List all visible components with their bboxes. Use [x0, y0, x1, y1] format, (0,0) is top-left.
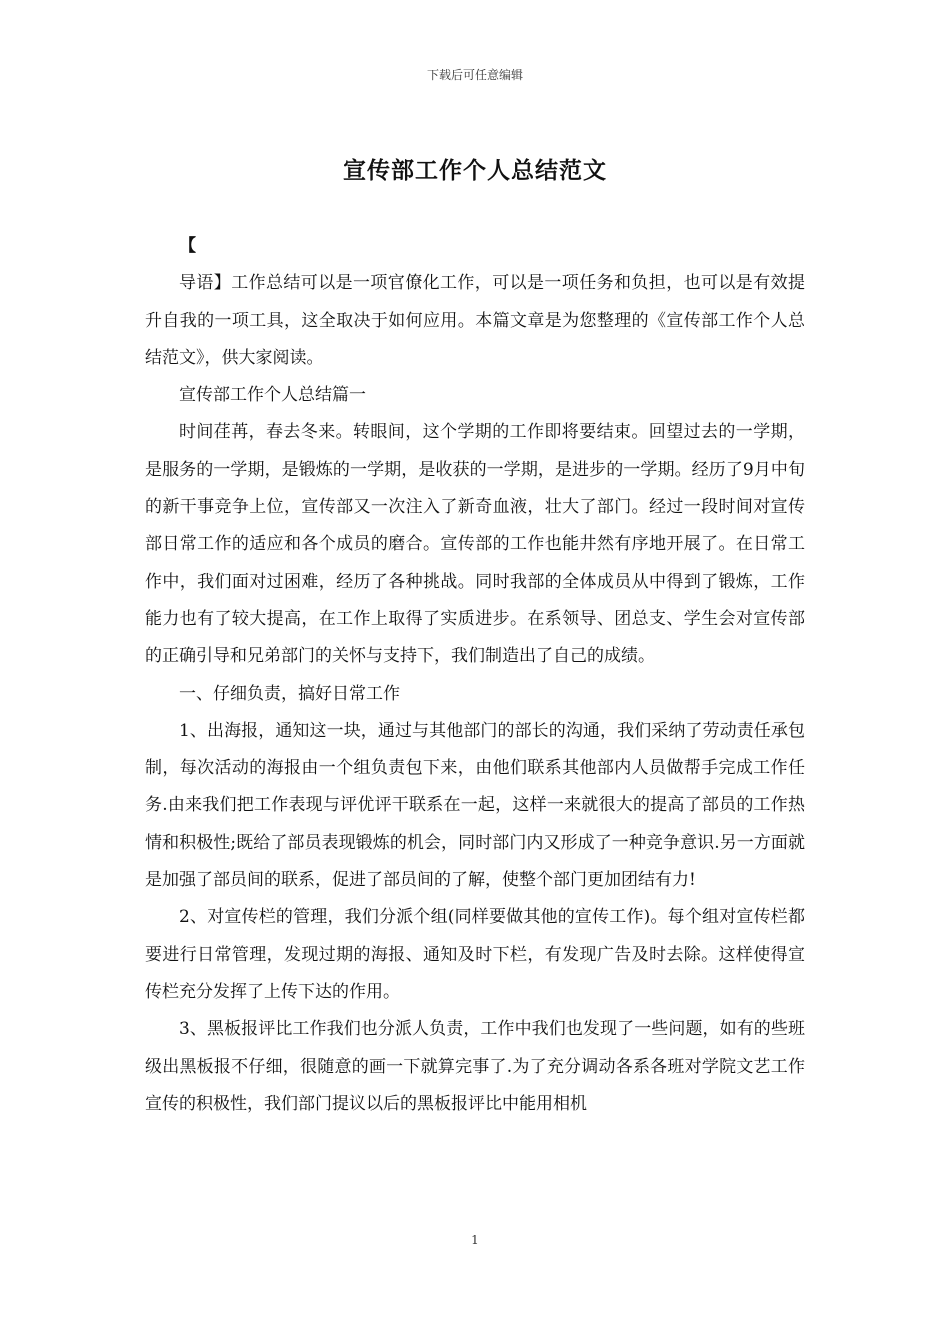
paragraph: 1、出海报，通知这一块，通过与其他部门的部长的沟通，我们采纳了劳动责任承包制，每次活动的海报由一个组负责包下来，由他们联系其他部内人员做帮手完成工作任务.由来我们把工作表现与评优评干联系在一起，这样一来就很大的提高了部员的工作热情和积极性;既给了部员表现锻炼的机会，同时部门内又形成了一种竞争意识.另一方面就是加强了部员间的联系，促进了部员间的了解，使整个部门更加团结有力! — [145, 720, 805, 891]
paragraph: 2、对宣传栏的管理，我们分派个组(同样要做其他的宣传工作)。每个组对宣传栏都要进行日常管理，发现过期的海报、通知及时下栏，有发现广告及时去除。这样使得宣传栏充分发挥了上传下达的作用。 — [145, 907, 805, 1002]
paragraph-opening-bracket: 【 — [179, 236, 196, 256]
section-heading: 宣传部工作个人总结篇一 — [179, 385, 366, 406]
page-number: 1 — [471, 1233, 479, 1247]
document-body — [145, 228, 805, 1123]
paragraph: 时间荏苒，春去冬来。转眼间，这个学期的工作即将要结束。回望过去的一学期，是服务的一学期，是锻炼的一学期，是收获的一学期，是进步的一学期。经历了9月中旬的新干事竞争上位，宣传部又一次注入了新奇血液，壮大了部门。经过一段时间对宣传部日常工作的适应和各个成员的磨合。宣传部的工作也能井然有序地开展了。在日常工作中，我们面对过困难，经历了各种挑战。同时我部的全体成员从中得到了锻炼，工作能力也有了较大提高，在工作上取得了实质进步。在系领导、团总支、学生会对宣传部的正确引导和兄弟部门的关怀与支持下，我们制造出了自己的成绩。 — [145, 422, 805, 667]
document-title: 宣传部工作个人总结范文 — [343, 157, 607, 184]
subsection-heading: 一、仔细负责，搞好日常工作 — [179, 683, 400, 704]
paragraph-intro: 导语】工作总结可以是一项官僚化工作，可以是一项任务和负担，也可以是有效提升自我的一项工具，这全取决于如何应用。本篇文章是为您整理的《宣传部工作个人总结范文》，供大家阅读。 — [145, 273, 805, 368]
paragraph: 3、黑板报评比工作我们也分派人负责，工作中我们也发现了一些问题，如有的些班级出黑板报不仔细，很随意的画一下就算完事了.为了充分调动各系各班对学院文艺工作宣传的积极性，我们部门提议以后的黑板报评比中能用相机 — [145, 1019, 805, 1114]
header-note: 下载后可任意编辑 — [426, 68, 523, 82]
